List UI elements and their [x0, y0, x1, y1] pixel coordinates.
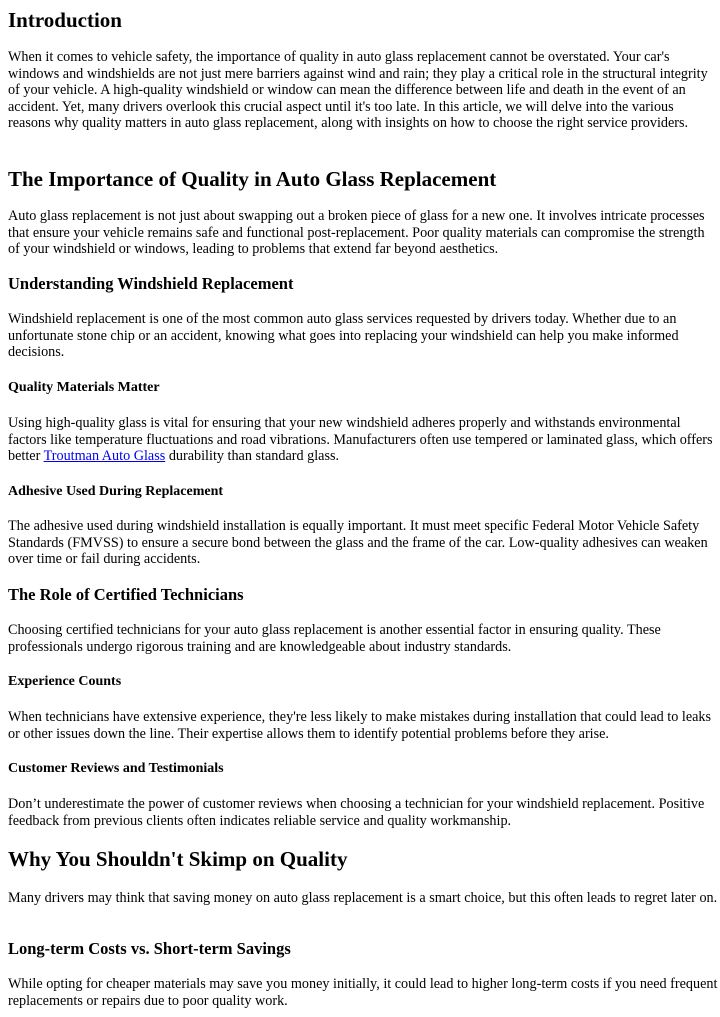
paragraph-experience-counts: When technicians have extensive experience, they're less likely to make mistakes during installation that could lead to leaks or other issues down the line. Their expertise allows them to identify potential problems before they arise. [8, 709, 712, 742]
paragraph-understanding-windshield-replacement: Windshield replacement is one of the most common auto glass services requested by drivers today. Whether due to an unfortunate stone chip or an accident, knowing what goes into replacing your windshield can help you make informed decisions. [8, 311, 679, 360]
paragraph-why-not-skimp: Many drivers may think that saving money on auto glass replacement is a smart choice, but this often leads to regret later on. [8, 890, 718, 906]
heading-importance-of-quality: The Importance of Quality in Auto Glass Replacement [8, 167, 497, 191]
paragraph-quality-materials-text-before: Using high-quality glass is vital for ensuring that your new windshield adheres properly and withstands environmental factors like temperature fluctuations and road vibrations. Manufacturers often use tempered or laminated glass, which offers better [8, 415, 713, 464]
paragraph-introduction: When it comes to vehicle safety, the importance of quality in auto glass replacement cannot be overstated. Your car's windows and windshields are not just mere barriers against wind and rain; they play a critical role in the structural integrity of your vehicle. A high-quality windshield or window can mean the difference between life and death in the event of an accident. Yet, many drivers overlook this crucial aspect until it's too late. In this article, we will delve into the various reasons why quality matters in auto glass replacement, along with insights on how to choose the right service providers. [8, 49, 708, 131]
troutman-auto-glass-link[interactable]: Troutman Auto Glass [43, 448, 166, 464]
paragraph-quality-materials [8, 415, 718, 465]
paragraph-quality-materials-text-after: durability than standard glass. [165, 448, 340, 464]
paragraph-certified-technicians: Choosing certified technicians for your auto glass replacement is another essential factor in ensuring quality. These professionals undergo rigorous training and are knowledgeable about industry standards. [8, 622, 661, 655]
paragraph-customer-reviews: Don’t underestimate the power of customer reviews when choosing a technician for your windshield replacement. Positive feedback from previous clients often indicates reliable service and quality workmanship. [8, 796, 705, 829]
paragraph-long-term-costs: While opting for cheaper materials may save you money initially, it could lead to higher long-term costs if you need frequent replacements or repairs due to poor quality work. [8, 976, 718, 1009]
heading-customer-reviews: Customer Reviews and Testimonials [8, 761, 224, 776]
heading-why-not-skimp: Why You Shouldn't Skimp on Quality [8, 847, 348, 871]
heading-understanding-windshield-replacement: Understanding Windshield Replacement [8, 274, 294, 293]
heading-certified-technicians: The Role of Certified Technicians [8, 585, 244, 604]
heading-quality-materials: Quality Materials Matter [8, 380, 160, 395]
paragraph-importance-of-quality: Auto glass replacement is not just about swapping out a broken piece of glass for a new one. It involves intricate processes that ensure your vehicle remains safe and functional post-replacement. Poor quality materials can compromise the strength of your windshield or windows, leading to problems that extend far beyond aesthetics. [8, 208, 705, 257]
paragraph-adhesive: The adhesive used during windshield installation is equally important. It must meet specific Federal Motor Vehicle Safety Standards (FMVSS) to ensure a secure bond between the glass and the frame of the car. Low-quality adhesives can weaken over time or fail during accidents. [8, 518, 708, 567]
heading-experience-counts: Experience Counts [8, 674, 122, 689]
heading-adhesive: Adhesive Used During Replacement [8, 484, 224, 499]
heading-long-term-costs: Long-term Costs vs. Short-term Savings [8, 939, 291, 958]
heading-introduction: Introduction [8, 8, 122, 32]
